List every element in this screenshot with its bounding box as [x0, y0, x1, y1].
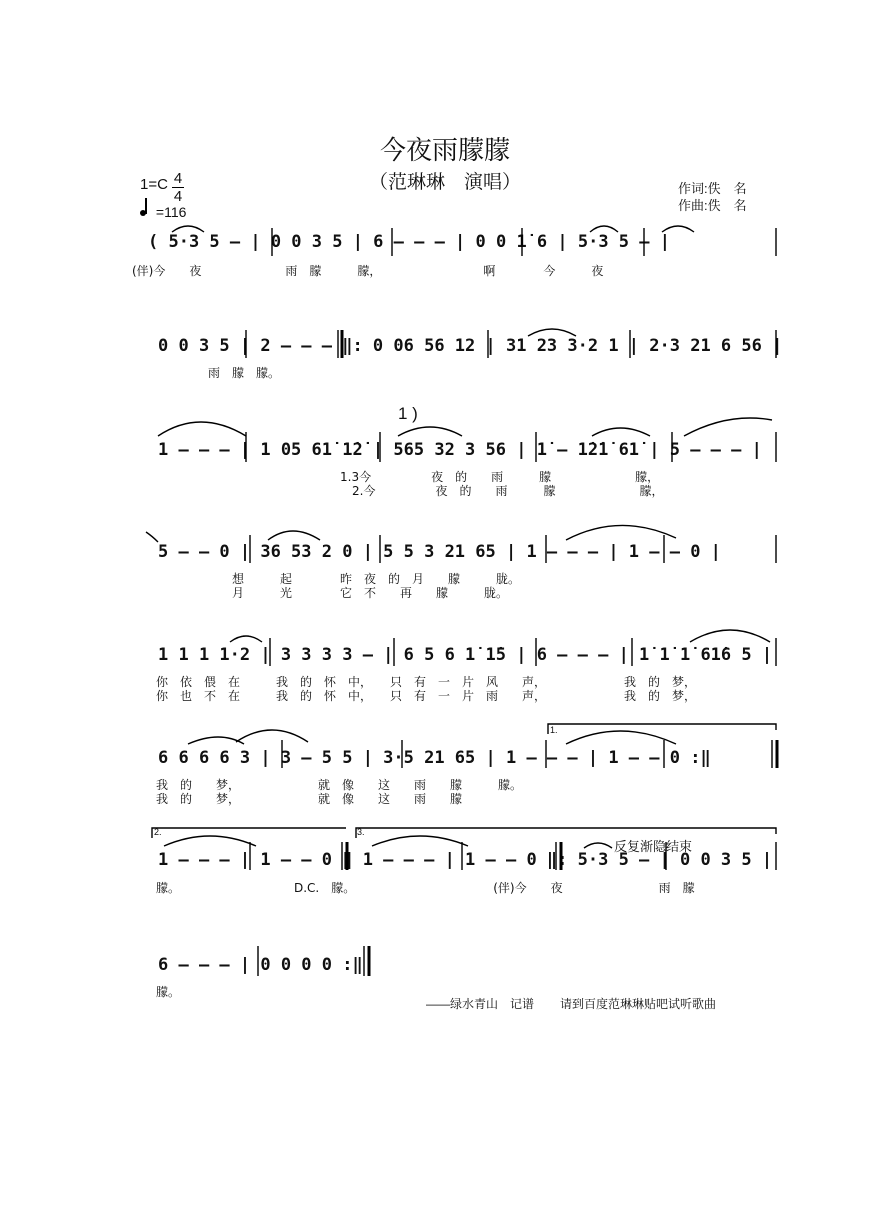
lyrics-row-6a: 我 的 梦， 就 像 这 雨 朦 朦。	[156, 778, 523, 792]
bracket-marking: 1 )	[398, 404, 418, 423]
listen-note: 请到百度范琳琳贴吧试听歌曲	[560, 997, 717, 1011]
notation-row-2: 0 0 3 5 | 2 — — — ‖: 0 06 56 12 | 31 23 3·2 1 | 2·3 21 6 56 |	[158, 336, 783, 356]
key-signature: 1=C	[140, 176, 168, 193]
lyrics-row-2: 雨 朦 朦。	[160, 366, 281, 380]
volta-1-label: 1.	[550, 725, 558, 735]
volta-2-label: 2.	[154, 827, 162, 837]
notation-row-7: 1 — — — | 1 — — 0 ‖ 1 — — — | 1 — — 0 ‖: 5·3 5 — | 0 0 3 5 |	[158, 850, 773, 870]
lyrics-row-5b: 你 也 不 在 我 的 怀 中， 只 有 一 片 雨 声， 我 的 梦，	[156, 689, 697, 703]
volta-3-label: 3.	[357, 827, 365, 837]
lyricist-credit: 作词:佚 名	[678, 181, 747, 196]
lyrics-row-6b: 我 的 梦， 就 像 这 雨 朦	[156, 792, 463, 806]
tempo-value: =116	[155, 204, 187, 220]
lyrics-row-3a: 1.3今 夜 的 雨 朦 朦，	[160, 470, 660, 484]
lyrics-row-1: (伴)今 夜 雨 朦 朦， 啊 今 夜	[132, 264, 604, 278]
notation-row-3: 1 — — — | 1 05 61̇ 1̇2̇ | 565 32 3 56 | 1̇ — 1̇2̇1̇ 61̇ | 5 — — — |	[158, 440, 762, 460]
notation-row-4: 5 — — 0 | 36 53 2 0 | 5 5 3 21 65 | 1 — — — | 1 — — 0 |	[158, 542, 721, 562]
song-title: 今夜雨朦朦	[379, 135, 510, 165]
lyrics-row-4a: 想 起 昨 夜 的 月 朦 胧。	[160, 572, 521, 586]
notation-row-6: 6 6 6 6 3 | 3 — 5 5 | 3·5 21 65 | 1 — — — | 1 — — 0 :‖	[158, 748, 711, 768]
lyrics-row-4b: 月 光 它 不 再 朦 胧。	[160, 586, 509, 600]
notation-row-8: 6 — — — | 0 0 0 0 :‖	[158, 955, 363, 975]
lyrics-row-7: 朦。 D.C. 朦。 (伴)今 夜 雨 朦	[156, 881, 695, 895]
time-numerator: 4	[173, 170, 183, 187]
notation-row-5: 1 1 1 1·2 | 3 3 3 3 — | 6 5 6 1̇ 1̇5 | 6 — — — | 1̇ 1̇ 1̇ 61̇6 5 |	[158, 645, 773, 665]
song-subtitle: （范琳琳 演唱）	[368, 172, 521, 193]
composer-credit: 作曲:佚 名	[678, 198, 747, 213]
lyrics-row-8: 朦。	[156, 985, 181, 999]
lyrics-row-5a: 你 依 偎 在 我 的 怀 中， 只 有 一 片 风 声， 我 的 梦，	[156, 675, 697, 689]
time-denominator: 4	[173, 188, 183, 205]
transcriber-credit: ——绿水青山 记谱	[426, 997, 535, 1011]
fade-end-marking: 反复渐隐结束	[614, 839, 693, 854]
notation-row-1: ( 5·3 5 — | 0 0 3 5 | 6 — — — | 0 0 1̇ 6 | 5·3 5 — |	[148, 232, 670, 252]
lyrics-row-3b: 2.今 夜 的 雨 朦 朦，	[160, 484, 664, 498]
